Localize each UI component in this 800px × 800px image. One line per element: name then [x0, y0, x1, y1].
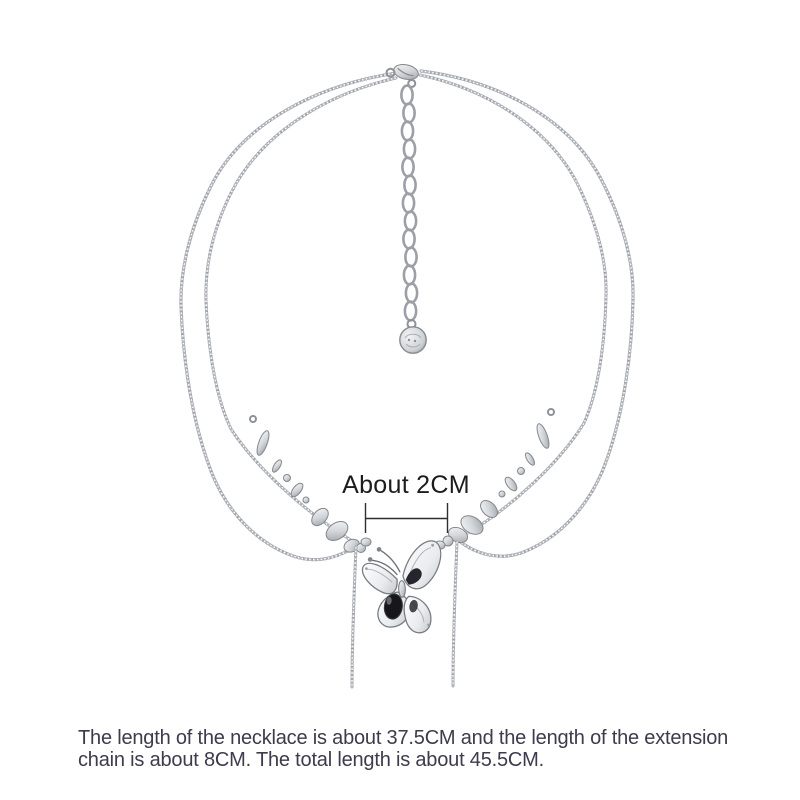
measurement-label: About 2CM: [342, 471, 470, 499]
caption-line-1: The length of the necklace is about 37.5CM and the length of the extension: [78, 727, 729, 749]
tassel-chain-left: [352, 547, 356, 687]
upper-right-wing: [398, 539, 447, 591]
butterfly-body: [398, 580, 405, 597]
tassel-chain-right: [453, 542, 457, 686]
extension-chain: [401, 86, 417, 328]
upper-left-wing: [361, 559, 399, 598]
brand-tag-charm: [400, 327, 426, 353]
caption-line-2: chain is about 8CM. The total length is about 45.5CM.: [78, 748, 544, 771]
measurement-lines: [365, 503, 448, 533]
butterfly-pendant: [359, 537, 454, 641]
lower-right-wing: [402, 593, 434, 635]
caption: [78, 728, 778, 771]
